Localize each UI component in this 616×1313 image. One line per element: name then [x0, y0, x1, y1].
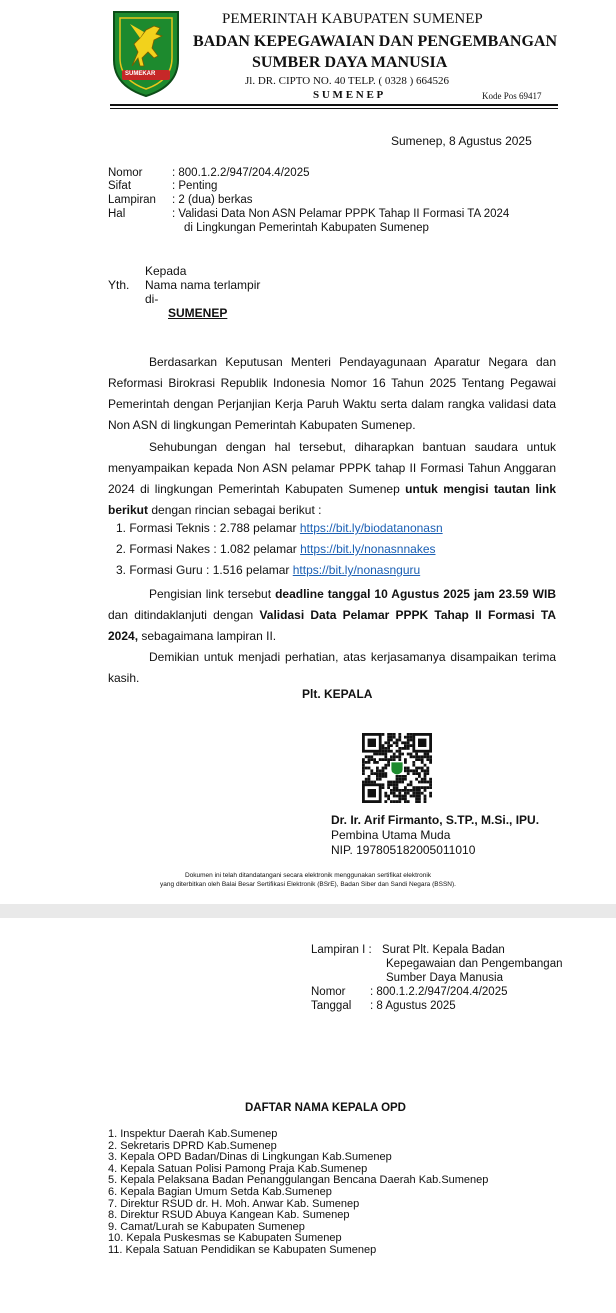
body-paragraph-3-a: Pengisian link tersebut: [149, 587, 276, 601]
formasi-item-1-link[interactable]: https://bit.ly/biodatanonasn: [299, 521, 443, 535]
formasi-item-2: [116, 542, 436, 556]
logo-ribbon-text: SUMEKAR: [125, 71, 156, 77]
letter-page-2: [0, 918, 616, 1313]
addressee-di: di-: [145, 292, 159, 306]
opd-list-item: 6. Kepala Bagian Umum Setda Kab.Sumenep: [108, 1185, 332, 1198]
body-paragraph-3-e: sebagaimana lampiran II.: [138, 629, 277, 643]
sumenep-crest-logo: [110, 8, 182, 98]
body-paragraph-2-text: Sehubungan dengan hal tersebut, diharapkan bantuan saudara untuk menyampaikan kepada Non ASN pelamar PPPK tahap II Formasi Tahun Anggaran 2024 di lingkungan Pemerintah Kabupaten Sumenep: [108, 440, 556, 496]
opd-list-item: 4. Kepala Satuan Polisi Pamong Praja Kab.Sumenep: [108, 1162, 368, 1175]
addressee-city: SUMENEP: [168, 306, 228, 320]
meta-sifat-value: : Penting: [172, 180, 218, 192]
meta-nomor-value: : 800.1.2.2/947/204.4/2025: [172, 167, 310, 179]
letterhead-rule-thick: [110, 104, 558, 106]
opd-list: [108, 1129, 488, 1257]
letter-date: Sumenep, 8 Agustus 2025: [391, 134, 532, 148]
body-paragraph-3-c: dan ditindaklanjuti dengan: [108, 608, 260, 622]
body-paragraph-1-text: Berdasarkan Keputusan Menteri Pendayagunaan Aparatur Negara dan Reformasi Birokrasi Republik Indonesia Nomor 16 Tahun 2025 Tentang Pegawai Pemerintah dengan Perjanjian Kerja Paruh Waktu serta dalam rangka validasi data Non ASN di lingkungan Pemerintah Kabupaten Sumenep.: [108, 355, 556, 432]
letterhead-rule-thin: [110, 108, 558, 109]
opd-list-item: 1. Inspektur Daerah Kab.Sumenep: [108, 1128, 278, 1140]
lampiran-nomor-label: Nomor: [311, 986, 346, 998]
meta-lampiran-label: Lampiran: [108, 194, 156, 206]
lampiran-value-1: Surat Plt. Kepala Badan: [382, 944, 505, 956]
meta-nomor-label: Nomor: [108, 167, 143, 179]
body-paragraph-4: [108, 647, 556, 689]
meta-hal-continued: di Lingkungan Pemerintah Kabupaten Sumenep: [184, 222, 429, 234]
opd-list-item: 9. Camat/Lurah se Kabupaten Sumenep: [108, 1220, 305, 1233]
meta-hal-label: Hal: [108, 208, 126, 220]
addressee-yth: Yth.: [108, 278, 130, 292]
opd-list-item: 8. Direktur RSUD Abuya Kangean Kab. Sumenep: [108, 1209, 350, 1222]
signatory-name: Dr. Ir. Arif Firmanto, S.TP., M.Si., IPU.: [331, 813, 540, 827]
body-paragraph-3-validasi: Validasi Data Pelamar PPPK Tahap II Formasi TA 2024,: [108, 608, 556, 643]
letterhead-city: S U M E N E P: [313, 89, 384, 101]
opd-list-item: 5. Kepala Pelaksana Badan Penanggulangan Bencana Daerah Kab.Sumenep: [108, 1174, 489, 1187]
formasi-item-3-link[interactable]: https://bit.ly/nonasnguru: [292, 563, 421, 577]
esign-footer-line-1: Dokumen ini telah ditandatangani secara elektronik menggunakan sertifikat elektronik: [184, 872, 432, 879]
formasi-item-2-link[interactable]: https://bit.ly/nonasnnakes: [300, 542, 436, 556]
formasi-item-1-text: 1. Formasi Teknis : 2.788 pelamar: [116, 521, 300, 535]
meta-hal-value: : Validasi Data Non ASN Pelamar PPPK Tahap II Formasi TA 2024: [172, 208, 510, 220]
formasi-item-2-text: 2. Formasi Nakes : 1.082 pelamar: [116, 542, 301, 556]
signatory-rank: Pembina Utama Muda: [331, 828, 451, 842]
lampiran-tanggal-label: Tanggal: [311, 1000, 352, 1012]
lampiran-tanggal-value: : 8 Agustus 2025: [370, 1000, 456, 1012]
body-paragraph-3: [108, 584, 556, 647]
esign-footer-line-2: yang diterbitkan oleh Balai Besar Sertifikasi Elektronik (BSrE), Badan Siber dan Sandi Negara (BSSN).: [160, 881, 456, 888]
formasi-item-3: [116, 563, 420, 577]
opd-list-item: 3. Kepala OPD Badan/Dinas di Lingkungan Kab.Sumenep: [108, 1151, 392, 1164]
opd-list-item: 10. Kepala Puskesmas se Kabupaten Sumenep: [108, 1232, 342, 1245]
opd-list-item: 2. Sekretaris DPRD Kab.Sumenep: [108, 1139, 277, 1152]
addressee-kepada: Kepada: [145, 264, 187, 278]
lampiran-nomor-value: : 800.1.2.2/947/204.4/2025: [370, 986, 508, 998]
formasi-item-1: [116, 521, 443, 535]
lampiran-value-3: Sumber Daya Manusia: [386, 972, 503, 984]
body-paragraph-4-text: Demikian untuk menjadi perhatian, atas kerjasamanya disampaikan terima kasih.: [108, 650, 556, 685]
letterhead-line-1: PEMERINTAH KABUPATEN SUMENEP: [222, 11, 483, 27]
body-paragraph-2-tail: dengan rincian sebagai berikut :: [148, 503, 322, 517]
letterhead-line-3: SUMBER DAYA MANUSIA: [252, 54, 448, 71]
body-paragraph-2-bold: untuk mengisi tautan link berikut: [108, 482, 556, 517]
body-paragraph-2: [108, 437, 556, 521]
qr-code-signature: [362, 733, 432, 803]
letterhead-address: Jl. DR. CIPTO NO. 40 TELP. ( 0328 ) 664526: [245, 75, 450, 87]
letterhead-postcode: Kode Pos 69417: [482, 91, 542, 101]
body-paragraph-3-deadline: deadline tanggal 10 Agustus 2025 jam 23.59 WIB: [275, 587, 556, 601]
lampiran-label: Lampiran I :: [311, 944, 372, 956]
letterhead-line-2: BADAN KEPEGAWAIAN DAN PENGEMBANGAN: [193, 33, 558, 50]
formasi-item-3-text: 3. Formasi Guru : 1.516 pelamar: [116, 563, 293, 577]
signatory-nip: NIP. 197805182005011010: [331, 843, 476, 857]
body-paragraph-1: [108, 352, 556, 436]
opd-list-title: DAFTAR NAMA KEPALA OPD: [245, 1102, 406, 1114]
addressee-name: Nama nama terlampir: [145, 278, 261, 292]
meta-sifat-label: Sifat: [108, 180, 132, 192]
lampiran-value-2: Kepegawaian dan Pengembangan: [386, 958, 563, 970]
opd-list-item: 11. Kepala Satuan Pendidikan se Kabupaten Sumenep: [108, 1243, 377, 1256]
signature-title: Plt. KEPALA: [302, 687, 373, 701]
meta-lampiran-value: : 2 (dua) berkas: [172, 194, 253, 206]
opd-list-item: 7. Direktur RSUD dr. H. Moh. Anwar Kab. Sumenep: [108, 1197, 360, 1210]
